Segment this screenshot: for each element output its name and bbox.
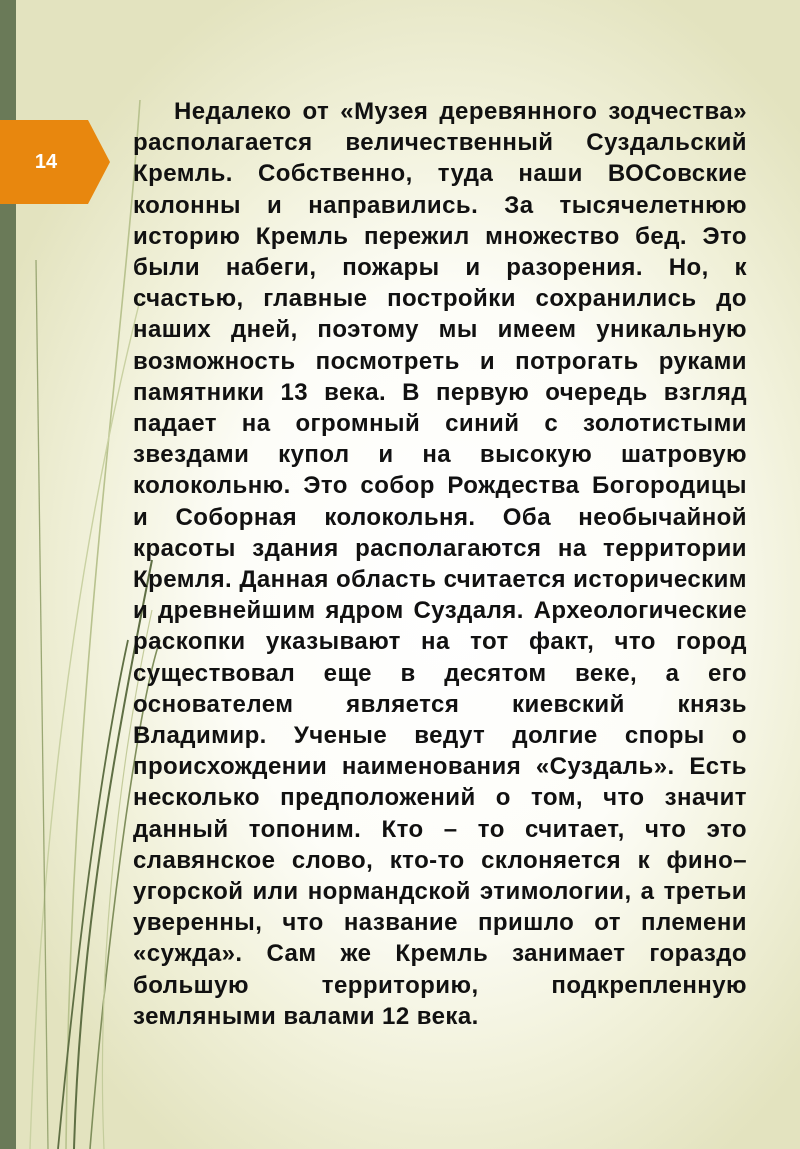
article-paragraph: Недалеко от «Музея деревянного зодчества» располагается величественный Суздальский Кремль. Собственно, туда наши ВОСовские колонны и направились. За тысячелетнюю историю Кремль пережил множество бед. Это были набеги, пожары и разорения. Но, к счастью, главные постройки сохранились до наших дней, поэтому мы имеем уникальную возможность посмотреть и потрогать руками памятники 13 века. В первую очередь взгляд падает на огромный синий с золотистыми звездами купол и на высокую шатровую колокольню. Это собор Рождества Богородицы и Соборная колокольня. Оба необычайной красоты здания располагаются на территории Кремля. Данная область считается историческим и древнейшим ядром Суздаля. Археологические раскопки указывают на тот факт, что город существовал еще в десятом веке, а его основателем является киевский князь Владимир. Ученые ведут долгие споры о происхождении наименования «Суздаль». Есть несколько предположений о том, что значит данный топоним. Кто – то считает, что это славянское слово, кто-то склоняется к фино–угорской или нормандской этимологии, а третьи уверенны, что название пришло от племени «сужда». Сам же Кремль занимает гораздо большую территорию, подкрепленную земляными валами 12 века.	[133, 98, 747, 1030]
page-number: 14	[34, 151, 58, 173]
grass-stroke	[66, 100, 140, 1149]
grass-stroke	[58, 640, 128, 1149]
grass-stroke	[36, 260, 48, 1149]
